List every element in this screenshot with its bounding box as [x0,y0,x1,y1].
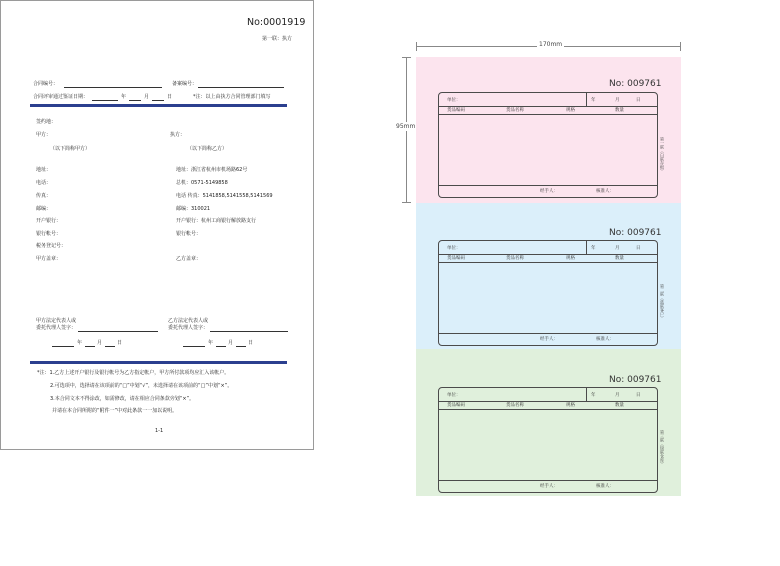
date-divider [586,93,587,106]
height-tick-top [402,57,411,58]
col-header: 货品名称 [506,256,524,261]
auditor-label: 核准人： [596,337,614,342]
column-header-line [439,262,657,263]
contract-number: No:0001919 [247,17,306,28]
col-header: 数量 [615,256,624,261]
copy-side-label: 第三联（绿联仓库） [660,430,665,466]
review-day: 日 [167,94,173,100]
col-header: 规格 [566,108,575,113]
review-date-label: 合同评审通过鉴证日期： [33,94,89,100]
rep-b-month: 月 [228,340,234,346]
rep-a-line2: 委托代理人签字： [36,325,77,331]
right-field: 银行帐号： [176,231,202,237]
review-month: 月 [144,94,150,100]
date-month: 月 [615,393,620,398]
party-a-label: 甲方： [36,132,52,138]
note-line: 3.本合同文本不得涂改，如需修改，请在相应合同条款旁划“×”。 [50,396,195,402]
footer-line [439,480,657,481]
copy-side-label: 第一联（白联存根） [660,137,665,173]
col-header: 数量 [615,108,624,113]
footer-line [439,185,657,186]
date-year: 年 [591,98,596,103]
rep-b-year-line [183,346,205,347]
col-header: 货品编码 [447,108,465,113]
contract-no-label: 合同编号： [33,81,59,87]
rep-a-day-line [105,346,115,347]
left-field: 甲方盖章： [36,256,62,262]
date-divider [586,241,587,254]
receipt-form [438,387,658,493]
note-line: 并请在本合同所附的“附件一”中对此条款一一加以说明。 [52,408,178,414]
note-line: 2.可选项中，选择请在该项前的“□”中划“√”，未选择请在该项前的“□”中划“×”。 [50,383,233,389]
col-header: 数量 [615,403,624,408]
date-day: 日 [636,98,641,103]
handler-label: 经手人： [540,337,558,342]
rep-a-month: 月 [97,340,103,346]
col-header: 货品名称 [506,108,524,113]
height-tick-bottom [402,202,411,203]
right-field: 邮编：310021 [176,206,211,212]
review-year: 年 [121,94,127,100]
rep-b-year: 年 [208,340,214,346]
rep-a-day: 日 [117,340,123,346]
date-month: 月 [615,98,620,103]
right-field: 总机：0571-5149858 [176,180,228,186]
left-field: 税务登记号： [36,243,67,249]
date-divider [586,388,587,401]
date-year: 年 [591,393,596,398]
left-field: 电话： [36,180,52,186]
col-header: 货品编码 [447,256,465,261]
review-year-line [92,100,118,101]
rep-b-day-line [236,346,246,347]
col-header: 规格 [566,403,575,408]
right-field: 地址：浙江省杭州市机场路62号 [176,167,248,173]
rep-b-month-line [216,346,226,347]
header-line [439,106,657,107]
column-header-line [439,114,657,115]
copy-label: 第一联：执方 [262,36,293,42]
review-month-line [129,100,141,101]
receipt-number: No: 009761 [609,79,662,89]
right-field: 开户银行：杭州工商银行解放路支行 [176,218,257,224]
rep-a-month-line [85,346,95,347]
note-top: *注：以上由执方合同管理部门填写 [193,94,271,100]
left-field: 地址： [36,167,52,173]
party-a-hint: （以下简称甲方） [50,146,91,152]
left-field: 开户银行： [36,218,62,224]
handler-label: 经手人： [540,484,558,489]
date-day: 日 [636,393,641,398]
rep-b-sign-line [210,331,288,332]
rep-a-year: 年 [77,340,83,346]
width-tick-right [680,42,681,51]
right-field: 乙方盖章： [176,256,202,262]
width-dimension-label: 170mm [539,41,563,48]
sign-place-label: 签约地： [36,119,57,125]
width-tick-left [416,42,417,51]
left-field: 邮编： [36,206,52,212]
receipt-form [438,92,658,198]
review-day-line [152,100,164,101]
rep-b-day: 日 [248,340,254,346]
col-header: 规格 [566,256,575,261]
contract-no-line [64,87,162,88]
col-header: 货品编码 [447,403,465,408]
unit-label: 单位： [447,98,461,103]
column-header-line [439,409,657,410]
left-field: 银行帐号： [36,231,62,237]
date-day: 日 [636,246,641,251]
auditor-label: 核准人： [596,484,614,489]
copy-side-label: 第二联（蓝联客户） [660,284,665,320]
date-month: 月 [615,246,620,251]
rep-b-line1: 乙方法定代表人或 [168,318,209,324]
header-line [439,401,657,402]
left-field: 传真： [36,193,52,199]
height-dimension-label: 95mm [396,123,416,130]
receipt-form [438,240,658,346]
unit-label: 单位： [447,393,461,398]
filing-no-line [198,87,284,88]
footer-line [439,333,657,334]
party-b-hint: （以下简称乙方） [187,146,228,152]
bottom-blue-divider [30,361,287,364]
rep-a-sign-line [78,331,158,332]
note-line: *注：1.乙方上述开户银行及银行帐号为乙方指定帐户，甲方所付款项均应汇入该帐户。 [37,370,230,376]
party-b-label: 执方： [170,132,186,138]
right-field: 电话 传真：5141858,5141558,5141569 [176,193,273,199]
date-year: 年 [591,246,596,251]
unit-label: 单位： [447,246,461,251]
page-number: 1-1 [155,428,164,434]
rep-a-year-line [52,346,74,347]
rep-b-line2: 委托代理人签字： [168,325,209,331]
filing-no-label: 备案编号： [172,81,198,87]
col-header: 货品名称 [506,403,524,408]
receipt-number: No: 009761 [609,375,662,385]
receipt-number: No: 009761 [609,228,662,238]
header-line [439,254,657,255]
contract-page [0,0,314,450]
handler-label: 经手人： [540,189,558,194]
top-blue-divider [30,104,287,107]
rep-a-line1: 甲方法定代表人或 [36,318,77,324]
auditor-label: 核准人： [596,189,614,194]
